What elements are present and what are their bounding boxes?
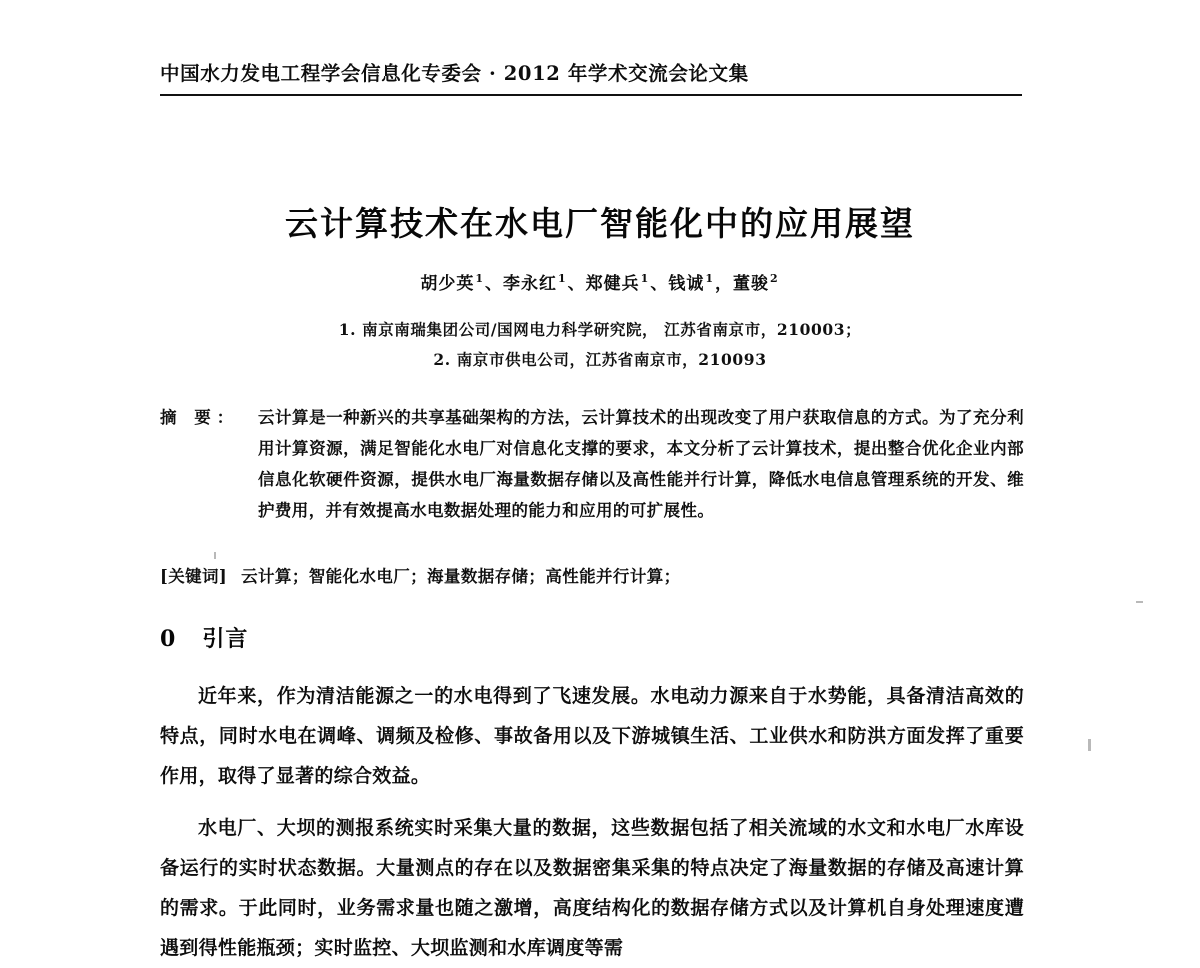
affiliation-list (0, 318, 1200, 378)
body-content (160, 676, 1024, 968)
running-header-title: 中国水力发电工程学会信息化专委会 · 2012 年学术交流会论文集 (160, 62, 749, 85)
author-name-3: 郑健兵 (585, 274, 640, 294)
page-title: 云计算技术在水电厂智能化中的应用展望 (285, 204, 915, 244)
author-affil-mark-1: 1 (475, 272, 485, 286)
body-paragraph-1: 近年来，作为清洁能源之一的水电得到了飞速发展。水电动力源来自于水势能，具备清洁高效的特点，同时水电在调峰、调频及检修、事故备用以及下游城镇生活、工业供水和防洪方面发挥了重要作用，取得了显著的综合效益。 (160, 685, 1024, 787)
author-affil-mark-3: 1 (640, 272, 650, 286)
author-name-5: 董骏 (732, 274, 769, 294)
keywords-label: [关键词] (160, 567, 228, 586)
body-paragraph-2: 水电厂、大坝的测报系统实时采集大量的数据，这些数据包括了相关流域的水文和水电厂水库设备运行的实时状态数据。大量测点的存在以及数据密集采集的特点决定了海量数据的存储及高速计算的需求。于此同时，业务需求量也随之激增，高度结构化的数据存储方式以及计算机自身处理速度遭遇到得性能瓶颈；实时监控、大坝监测和水库调度等需 (160, 817, 1024, 959)
abstract-label: 摘 要： (160, 408, 240, 427)
author-name-2: 李永红 (503, 274, 558, 294)
abstract-text: 云计算是一种新兴的共享基础架构的方法，云计算技术的出现改变了用户获取信息的方式。为了充分利用计算资源，满足智能化水电厂对信息化支撑的要求，本文分析了云计算技术，提出整合优化企业内部信息化软硬件资源，提供水电厂海量数据存储以及高性能并行计算，降低水电信息管理系统的开发、维护费用，并有效提高水电数据处理的能力和应用的可扩展性。 (258, 408, 1024, 520)
affiliation-item-2: 2. 南京市供电公司，江苏省南京市，210093 (433, 350, 767, 369)
scan-speck (1136, 601, 1143, 603)
author-list (0, 269, 1200, 294)
page-header (160, 62, 1022, 96)
author-name-1: 胡少英 (420, 274, 475, 294)
abstract-block (160, 402, 1024, 526)
keywords-text: 云计算；智能化水电厂；海量数据存储；高性能并行计算； (241, 567, 681, 586)
author-affil-mark-2: 1 (558, 272, 567, 286)
author-sep-2: 、 (567, 274, 586, 294)
author-sep-3: 、 (650, 274, 669, 294)
scan-speck (1088, 739, 1091, 751)
author-name-4: 钱诚 (668, 274, 705, 294)
author-sep-4: ， (714, 274, 733, 294)
author-sep-1: 、 (485, 274, 504, 294)
section-heading-label: 引言 (202, 626, 249, 652)
header-divider-rule (160, 94, 1022, 96)
affiliation-item-1: 1. 南京南瑞集团公司/国网电力科学研究院， 江苏省南京市，210003； (338, 320, 862, 339)
author-affil-mark-5: 2 (769, 272, 779, 286)
section-heading (160, 622, 248, 653)
keywords-block (160, 563, 1024, 587)
section-number: 0 (160, 626, 177, 652)
scan-speck (214, 552, 216, 559)
author-affil-mark-4: 1 (705, 272, 714, 286)
